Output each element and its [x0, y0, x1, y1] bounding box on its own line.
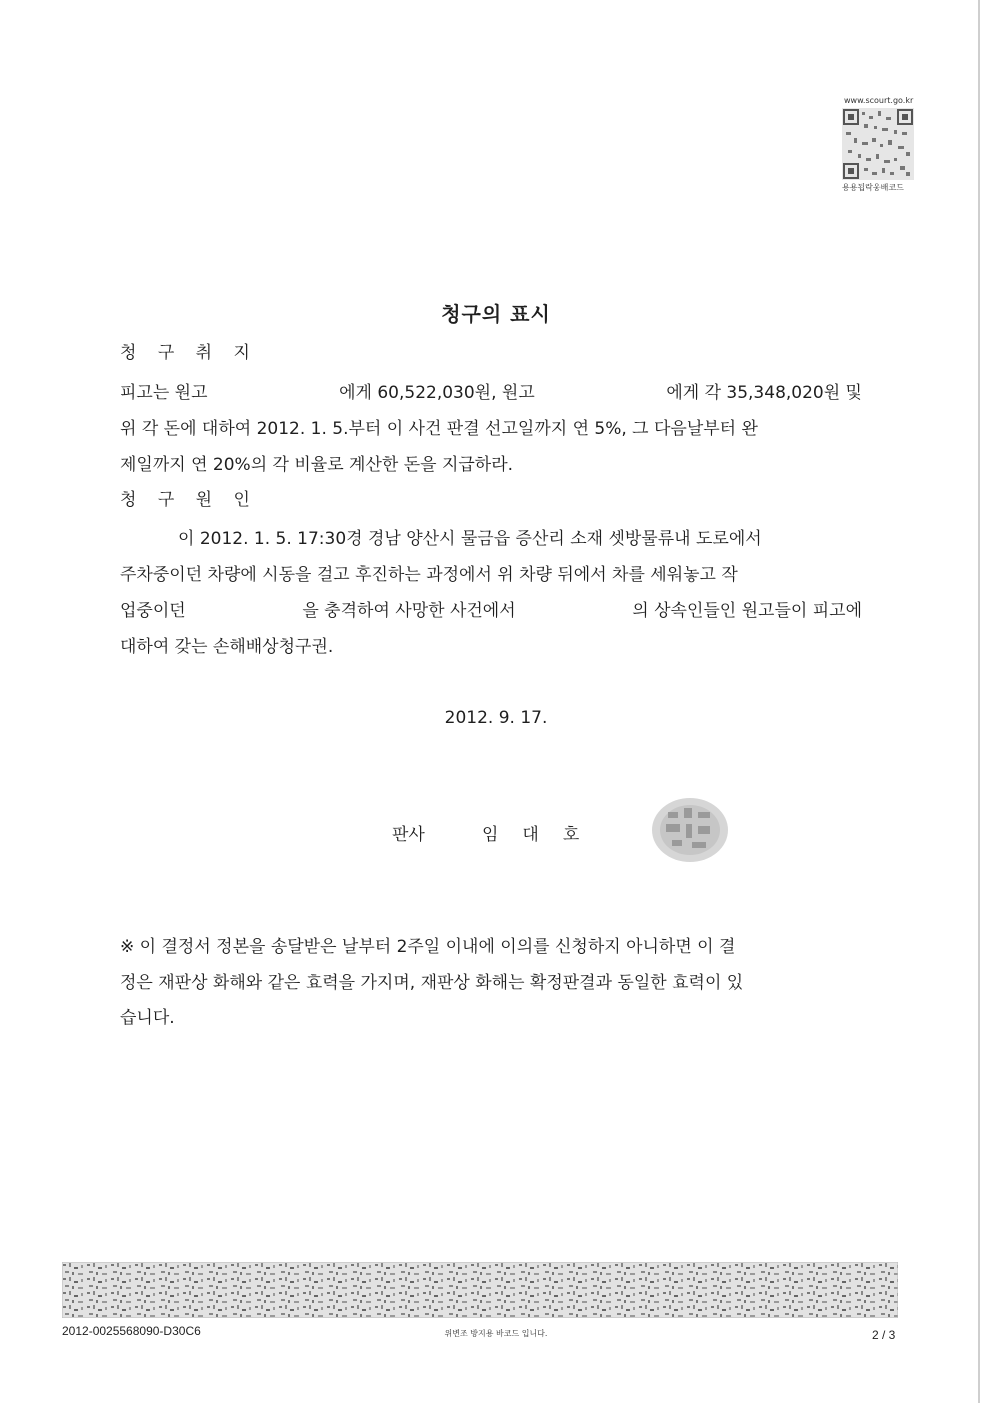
- judge-label: 판사: [392, 825, 425, 845]
- decision-date: 2012. 9. 17.: [444, 708, 548, 728]
- court-seal-stamp: [648, 796, 732, 864]
- claim-cause-line-3-c: 의 상속인들인 원고들이 피고에: [632, 601, 862, 621]
- claim-cause-line-3-b: 을 충격하여 사망한 사건에서: [302, 601, 516, 621]
- claim-cause-line-3: [120, 596, 862, 621]
- qr-caption: 용용됩락웅배코드: [842, 183, 904, 192]
- claim-purpose-line-3: 제일까지 연 20%의 각 비율로 계산한 돈을 지급하라.: [120, 455, 514, 475]
- claim-cause-line-2: 주차중이던 차량에 시동을 걸고 후진하는 과정에서 위 차량 뒤에서 차를 세워놓고 작: [120, 565, 738, 585]
- claim-purpose-line-2: 위 각 돈에 대하여 2012. 1. 5.부터 이 사건 판결 선고일까지 연 5%, 그 다음날부터 완: [120, 419, 758, 439]
- claim-purpose-line-1-c: 에게 각 35,348,020원 및: [666, 383, 862, 403]
- claim-cause-line-4: 대하여 갖는 손해배상청구권.: [120, 637, 334, 657]
- judge-name: 임대호: [482, 825, 604, 845]
- anti-forgery-notice: 위변조 방지용 바코드 입니다.: [444, 1329, 548, 1338]
- claim-cause-line-1: 이 2012. 1. 5. 17:30경 경남 양산시 물금읍 증산리 소재 셋방물류내 도로에서: [178, 529, 762, 549]
- claim-purpose-heading: 청 구 취 지: [120, 343, 258, 363]
- claim-cause-line-3-a: 업중이던: [120, 601, 186, 621]
- claim-purpose-line-1: [120, 378, 862, 403]
- document-id: 2012-0025568090-D30C6: [62, 1324, 201, 1338]
- claim-purpose-line-1-a: 피고는 원고: [120, 383, 208, 403]
- section-title: 청구의 표시: [441, 302, 551, 326]
- notice-line-2: 정은 재판상 화해와 같은 효력을 가지며, 재판상 화해는 확정판결과 동일한 효력이 있: [120, 973, 744, 993]
- qr-url: www.scourt.go.kr: [844, 96, 914, 105]
- qr-code-block: [838, 96, 922, 196]
- page-number: 2 / 3: [872, 1328, 896, 1342]
- claim-purpose-line-1-b: 에게 60,522,030원, 원고: [339, 383, 535, 403]
- claim-cause-heading: 청 구 원 인: [120, 490, 258, 510]
- anti-forgery-barcode: [62, 1262, 898, 1318]
- qr-code-icon: [842, 108, 914, 180]
- notice-line-3: 습니다.: [120, 1008, 175, 1028]
- notice-line-1: ※ 이 결정서 정본을 송달받은 날부터 2주일 이내에 이의를 신청하지 아니하면 이 결: [120, 937, 736, 957]
- scan-edge-line: [978, 0, 980, 1403]
